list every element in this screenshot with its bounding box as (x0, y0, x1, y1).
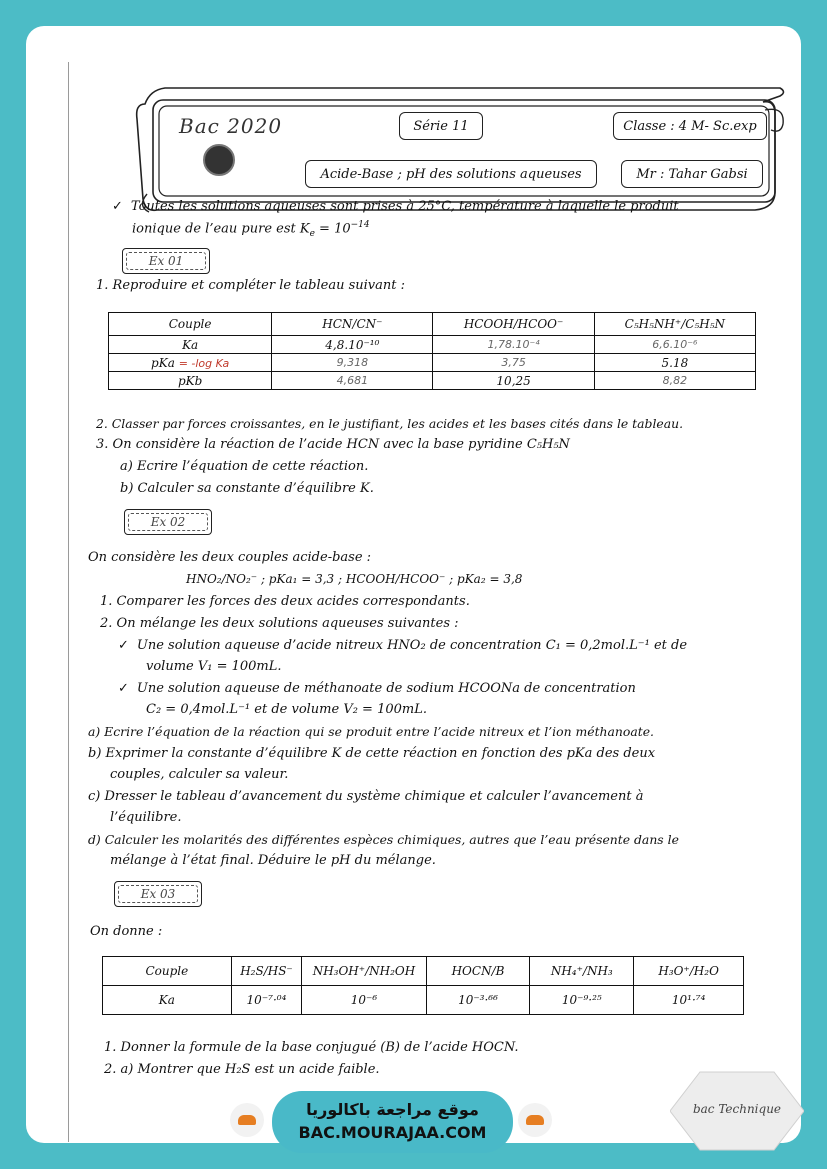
table-header-cell: C₅H₅NH⁺/C₅H₅N (594, 313, 755, 336)
document-page (26, 26, 801, 1143)
ex2-q2: 2. On mélange les deux solutions aqueuses suivantes : (100, 616, 459, 631)
site-banner[interactable] (272, 1091, 513, 1153)
table-header-cell: H₃O⁺/H₂O (634, 957, 744, 986)
ex2-couples: HNO₂/NO₂⁻ ; pKa₁ = 3,3 ; HCOOH/HCOO⁻ ; pKa₂ = 3,8 (186, 572, 523, 586)
table-row (109, 372, 756, 390)
ex01-label-box (122, 248, 210, 274)
table-header-cell: HOCN/B (426, 957, 530, 986)
check-icon: ✓ (112, 199, 123, 214)
ex2-solution-2: ✓ Une solution aqueuse de méthanoate de sodium HCOONa de concentration (118, 681, 636, 696)
ex03-label: Ex 03 (118, 885, 198, 903)
table-cell-handwritten: 1,78.10⁻⁴ (433, 336, 594, 354)
bac-year-handwritten: Bac 2020 (179, 114, 283, 138)
pka-label: pKa (151, 355, 175, 370)
table-cell: 10⁻³·⁶⁶ (426, 986, 530, 1015)
table-cell: 10⁻⁹·²⁵ (530, 986, 634, 1015)
intro-line-1: ✓ Toutes les solutions aqueuses sont prises à 25°C, température à laquelle le produit (112, 199, 679, 214)
ex3-q2: 2. a) Montrer que H₂S est un acide faible. (104, 1062, 380, 1077)
badge-text: bac Technique (692, 1102, 782, 1116)
book-icon (526, 1115, 544, 1125)
table-header-cell: NH₄⁺/NH₃ (530, 957, 634, 986)
table-header-cell: Couple (103, 957, 232, 986)
serie-box: Série 11 (399, 112, 483, 140)
ex01-label: Ex 01 (126, 252, 206, 270)
row-label (109, 354, 272, 372)
ex2-qd-2: mélange à l’état final. Déduire le pH du mélange. (110, 853, 436, 868)
ex2-solution-1: ✓ Une solution aqueuse d’acide nitreux HNO₂ de concentration C₁ = 0,2mol.L⁻¹ et de (118, 638, 688, 653)
ex2-qc-1: c) Dresser le tableau d’avancement du système chimique et calculer l’avancement à (88, 789, 644, 804)
ex1-q2: 2. Classer par forces croissantes, en le justifiant, les acides et les bases cités dans le tableau. (96, 416, 684, 431)
table-cell: 5.18 (594, 354, 755, 372)
table-header-cell: HCOOH/HCOO⁻ (433, 313, 594, 336)
check-icon: ✓ (118, 681, 129, 696)
row-label: Ka (109, 336, 272, 354)
table-cell-handwritten: 4,681 (272, 372, 433, 390)
ex1-q1: 1. Reproduire et compléter le tableau suivant : (96, 278, 405, 293)
ex1-q3a: a) Ecrire l’équation de cette réaction. (120, 459, 369, 474)
ex2-qa: a) Ecrire l’équation de la réaction qui se produit entre l’acide nitreux et l’ion méthanoate. (88, 724, 654, 739)
ex2-q1: 1. Comparer les forces des deux acides correspondants. (100, 594, 470, 609)
site-arabic-name: موقع مراجعة باكالوريا (306, 1100, 479, 1119)
site-url[interactable]: BAC.MOURAJAA.COM (298, 1123, 487, 1142)
table-header-cell: H₂S/HS⁻ (231, 957, 302, 986)
ex2-solution-1-volume: volume V₁ = 100mL. (146, 659, 282, 674)
ex2-qb-2: couples, calculer sa valeur. (110, 767, 289, 782)
ex02-label: Ex 02 (128, 513, 208, 531)
site-logo-right (518, 1103, 552, 1137)
table-cell-handwritten: 9,318 (272, 354, 433, 372)
table-row (109, 354, 756, 372)
table-header-cell: NH₃OH⁺/NH₂OH (302, 957, 426, 986)
table-cell: 10¹·⁷⁴ (634, 986, 744, 1015)
site-logo-left (230, 1103, 264, 1137)
bac-technique-badge (670, 1070, 804, 1152)
table-row (103, 986, 744, 1015)
ex3-intro: On donne : (90, 924, 163, 939)
table-cell: 4,8.10⁻¹⁰ (272, 336, 433, 354)
table-cell-handwritten: 6,6.10⁻⁶ (594, 336, 755, 354)
ex03-label-box (114, 881, 202, 907)
ex02-label-box (124, 509, 212, 535)
pka-note-handwritten: = -log Ka (178, 356, 230, 370)
intro-line-2: ionique de l’eau pure est $K_e = 10^{-14}$ (132, 220, 370, 239)
ex2-qc-2: l’équilibre. (110, 810, 182, 825)
table-cell: 10,25 (433, 372, 594, 390)
table-row (109, 336, 756, 354)
table-cell: 10⁻⁷·⁰⁴ (231, 986, 302, 1015)
scroll-frame-graphic (135, 84, 785, 214)
ex2-solution-2-conc: C₂ = 0,4mol.L⁻¹ et de volume V₂ = 100mL. (146, 702, 427, 717)
book-icon (238, 1115, 256, 1125)
ex2-qb-1: b) Exprimer la constante d’équilibre K de cette réaction en fonction des pKa des deux (88, 746, 656, 761)
row-label: pKb (109, 372, 272, 390)
ex1-q3b: b) Calculer sa constante d’équilibre K. (120, 481, 374, 496)
teacher-box: Mr : Tahar Gabsi (621, 160, 763, 188)
row-label: Ka (103, 986, 232, 1015)
table-cell-handwritten: 8,82 (594, 372, 755, 390)
table-cell: 10⁻⁶ (302, 986, 426, 1015)
classe-box: Classe : 4 M- Sc.exp (613, 112, 767, 140)
ex3-q1: 1. Donner la formule de la base conjugué (B) de l’acide HOCN. (104, 1040, 519, 1055)
ex1-table (108, 312, 756, 390)
header-scroll (135, 84, 785, 214)
ex2-intro: On considère les deux couples acide-base : (88, 550, 372, 565)
table-header-cell: HCN/CN⁻ (272, 313, 433, 336)
table-header-row (109, 313, 756, 336)
table-header-row (103, 957, 744, 986)
ex3-table (102, 956, 744, 1015)
check-icon: ✓ (118, 638, 129, 653)
ex2-qd-1: d) Calculer les molarités des différentes espèces chimiques, autres que l’eau présente dans le (88, 832, 679, 847)
table-header-cell: Couple (109, 313, 272, 336)
subject-box: Acide-Base ; pH des solutions aqueuses (305, 160, 597, 188)
scan-edge (68, 62, 69, 1142)
ex1-q3: 3. On considère la réaction de l’acide HCN avec la base pyridine C₅H₅N (96, 437, 570, 452)
table-cell-handwritten: 3,75 (433, 354, 594, 372)
globe-logo (203, 144, 235, 176)
